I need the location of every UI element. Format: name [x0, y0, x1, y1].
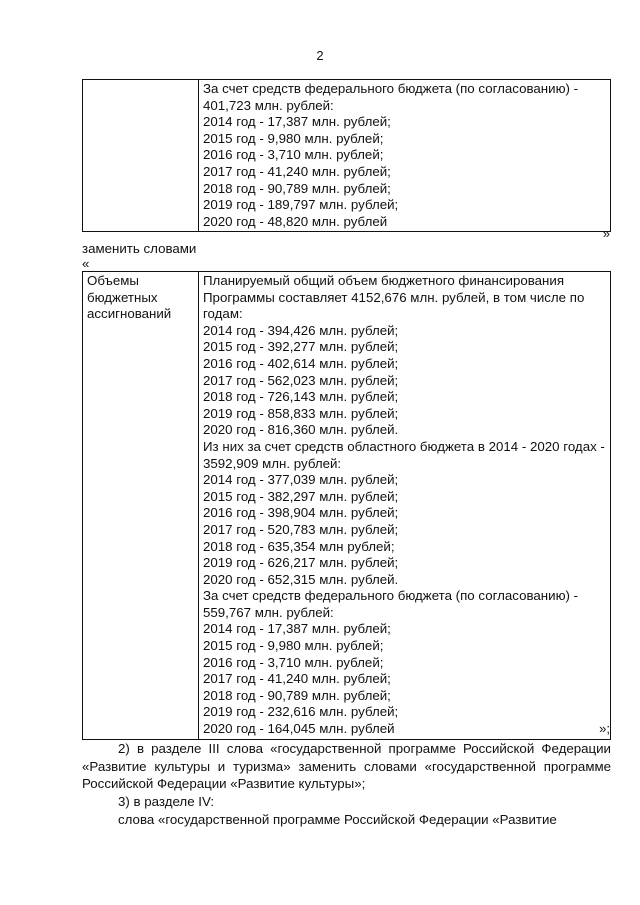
table-top-content-cell — [199, 80, 611, 232]
federal-line: 2014 год - 17,387 млн. рублей; — [203, 621, 391, 637]
table-top-line: 401,723 млн. рублей: — [203, 97, 334, 113]
federal-line: 2017 год - 41,240 млн. рублей; — [203, 671, 391, 687]
total-line: 2018 год - 726,143 млн. рублей; — [203, 389, 399, 405]
regional-line: 2016 год - 398,904 млн. рублей; — [203, 505, 399, 521]
regional-line: 2017 год - 520,783 млн. рублей; — [203, 521, 399, 537]
close-quote-semicolon: »; — [599, 721, 610, 736]
table-main-content-cell — [199, 272, 611, 740]
regional-line: 2014 год - 377,039 млн. рублей; — [203, 472, 399, 488]
federal-line: 2016 год - 3,710 млн. рублей; — [203, 654, 384, 670]
regional-line: 2018 год - 635,354 млн рублей; — [203, 538, 395, 554]
total-line: 2014 год - 394,426 млн. рублей; — [203, 322, 399, 338]
table-top-line: 2017 год - 41,240 млн. рублей; — [203, 163, 391, 179]
paragraph-4: слова «государственной программе Российской Федерации «Развитие — [118, 812, 557, 827]
total-line: 2015 год - 392,277 млн. рублей; — [203, 339, 399, 355]
table-top-label-cell — [83, 80, 199, 232]
table-main — [82, 271, 611, 740]
regional-intro: Из них за счет средств областного бюджета в 2014 - 2020 годах - 3592,909 млн. рублей: — [203, 438, 605, 471]
federal-line: 2015 год - 9,980 млн. рублей; — [203, 638, 384, 654]
table-top-line: 2014 год - 17,387 млн. рублей; — [203, 114, 391, 130]
total-line: 2020 год - 816,360 млн. рублей. — [203, 422, 399, 438]
total-line: 2019 год - 858,833 млн. рублей; — [203, 405, 399, 421]
open-quote: « — [82, 256, 90, 271]
replace-text: заменить словами — [82, 241, 197, 256]
close-quote: » — [602, 226, 610, 241]
federal-line: 2020 год - 164,045 млн. рублей — [203, 721, 395, 737]
paragraph-3: 3) в разделе IV: — [118, 794, 215, 809]
regional-line: 2020 год - 652,315 млн. рублей. — [203, 571, 399, 587]
total-line: 2016 год - 402,614 млн. рублей; — [203, 355, 399, 371]
table-main-label-cell — [83, 272, 199, 740]
table-top-line: За счет средств федерального бюджета (по согласованию) - — [203, 81, 579, 96]
federal-line: 2018 год - 90,789 млн. рублей; — [203, 687, 391, 703]
table-top-line: 2016 год - 3,710 млн. рублей; — [203, 147, 384, 163]
federal-line: 2019 год - 232,616 млн. рублей; — [203, 704, 399, 720]
table-top — [82, 79, 611, 232]
budget-label: Объемы бюджетных ассигнований — [87, 273, 172, 322]
page-number: 2 — [316, 48, 324, 63]
table-top-line: 2015 год - 9,980 млн. рублей; — [203, 130, 384, 146]
regional-line: 2019 год - 626,217 млн. рублей; — [203, 555, 399, 571]
table-top-line: 2019 год - 189,797 млн. рублей; — [203, 197, 399, 213]
paragraph-2: 2) в разделе III слова «государственной программе Российской Федерации «Развитие культуры и туризма» заменить словами «государственной программе Российской Федерации «Развитие культуры»; — [82, 741, 611, 791]
table-top-line: 2020 год - 48,820 млн. рублей — [203, 213, 388, 229]
total-line: 2017 год - 562,023 млн. рублей; — [203, 372, 399, 388]
regional-line: 2015 год - 382,297 млн. рублей; — [203, 488, 399, 504]
federal-intro: За счет средств федерального бюджета (по согласованию) - 559,767 млн. рублей: — [203, 588, 579, 620]
budget-intro: Планируемый общий объем бюджетного финансирования Программы составляет 4152,676 млн. рублей, в том числе по годам: — [203, 273, 585, 322]
table-top-line: 2018 год - 90,789 млн. рублей; — [203, 180, 391, 196]
